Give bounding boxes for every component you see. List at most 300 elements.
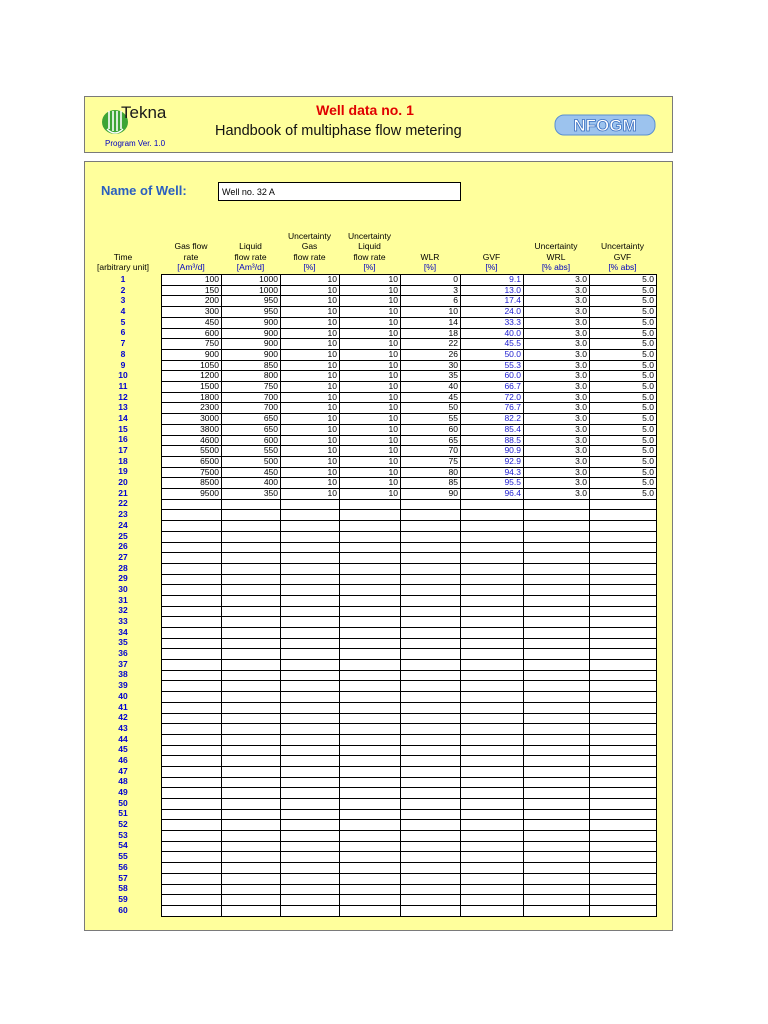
table-cell[interactable] <box>461 831 524 842</box>
table-cell[interactable]: 76.7 <box>461 403 524 414</box>
table-cell[interactable] <box>590 734 657 745</box>
table-cell[interactable] <box>524 777 590 788</box>
table-cell[interactable] <box>524 510 590 521</box>
table-cell[interactable] <box>281 788 340 799</box>
table-cell[interactable] <box>340 692 401 703</box>
table-cell[interactable] <box>340 809 401 820</box>
table-cell[interactable]: 900 <box>222 339 281 350</box>
table-cell[interactable]: 5.0 <box>590 424 657 435</box>
table-cell[interactable]: 3800 <box>162 424 222 435</box>
table-cell[interactable] <box>162 841 222 852</box>
table-cell[interactable]: 10 <box>340 371 401 382</box>
table-cell[interactable]: 13.0 <box>461 285 524 296</box>
table-cell[interactable] <box>340 542 401 553</box>
table-cell[interactable]: 300 <box>162 307 222 318</box>
table-cell[interactable]: 9500 <box>162 489 222 500</box>
table-cell[interactable] <box>401 873 461 884</box>
table-cell[interactable]: 3.0 <box>524 275 590 286</box>
table-cell[interactable] <box>340 702 401 713</box>
table-cell[interactable] <box>162 563 222 574</box>
table-cell[interactable] <box>590 852 657 863</box>
table-cell[interactable] <box>590 670 657 681</box>
table-cell[interactable]: 70 <box>401 446 461 457</box>
table-cell[interactable]: 10 <box>340 360 401 371</box>
table-cell[interactable] <box>162 905 222 916</box>
table-cell[interactable] <box>401 702 461 713</box>
table-cell[interactable] <box>281 606 340 617</box>
table-cell[interactable] <box>461 724 524 735</box>
table-cell[interactable] <box>524 873 590 884</box>
table-cell[interactable]: 900 <box>222 317 281 328</box>
table-cell[interactable]: 3.0 <box>524 456 590 467</box>
table-cell[interactable]: 10 <box>281 307 340 318</box>
table-cell[interactable] <box>524 745 590 756</box>
table-cell[interactable]: 350 <box>222 489 281 500</box>
table-cell[interactable]: 5.0 <box>590 392 657 403</box>
table-cell[interactable]: 3.0 <box>524 446 590 457</box>
table-cell[interactable] <box>281 852 340 863</box>
table-cell[interactable] <box>222 563 281 574</box>
table-cell[interactable]: 150 <box>162 285 222 296</box>
table-cell[interactable] <box>590 499 657 510</box>
table-cell[interactable] <box>590 831 657 842</box>
table-cell[interactable] <box>524 649 590 660</box>
table-cell[interactable] <box>222 841 281 852</box>
table-cell[interactable]: 10 <box>340 285 401 296</box>
table-cell[interactable] <box>590 510 657 521</box>
table-cell[interactable] <box>340 649 401 660</box>
table-cell[interactable] <box>590 681 657 692</box>
table-cell[interactable] <box>162 649 222 660</box>
table-cell[interactable] <box>340 628 401 639</box>
table-cell[interactable] <box>222 670 281 681</box>
table-cell[interactable]: 10 <box>340 339 401 350</box>
table-cell[interactable] <box>222 617 281 628</box>
table-cell[interactable] <box>162 799 222 810</box>
table-cell[interactable] <box>340 521 401 532</box>
table-cell[interactable] <box>281 724 340 735</box>
table-cell[interactable] <box>401 510 461 521</box>
table-cell[interactable] <box>281 638 340 649</box>
table-cell[interactable] <box>281 617 340 628</box>
table-cell[interactable]: 5.0 <box>590 285 657 296</box>
table-cell[interactable]: 1000 <box>222 275 281 286</box>
table-cell[interactable] <box>401 841 461 852</box>
table-cell[interactable]: 1050 <box>162 360 222 371</box>
table-cell[interactable] <box>461 756 524 767</box>
table-cell[interactable] <box>281 831 340 842</box>
table-cell[interactable] <box>340 841 401 852</box>
table-cell[interactable] <box>524 542 590 553</box>
table-cell[interactable]: 10 <box>281 339 340 350</box>
table-cell[interactable] <box>281 820 340 831</box>
table-cell[interactable]: 10 <box>281 489 340 500</box>
table-cell[interactable] <box>222 820 281 831</box>
table-cell[interactable]: 5.0 <box>590 414 657 425</box>
table-cell[interactable] <box>524 831 590 842</box>
table-cell[interactable]: 10 <box>340 275 401 286</box>
table-cell[interactable]: 10 <box>281 371 340 382</box>
table-cell[interactable]: 10 <box>340 478 401 489</box>
table-cell[interactable]: 5.0 <box>590 478 657 489</box>
table-cell[interactable] <box>590 788 657 799</box>
table-cell[interactable] <box>162 521 222 532</box>
table-cell[interactable]: 5.0 <box>590 435 657 446</box>
table-cell[interactable] <box>340 660 401 671</box>
table-cell[interactable] <box>281 766 340 777</box>
table-cell[interactable] <box>524 895 590 906</box>
table-cell[interactable] <box>222 831 281 842</box>
table-cell[interactable] <box>281 713 340 724</box>
table-cell[interactable]: 55.3 <box>461 360 524 371</box>
table-cell[interactable]: 10 <box>401 307 461 318</box>
table-cell[interactable] <box>340 553 401 564</box>
table-cell[interactable]: 45 <box>401 392 461 403</box>
table-cell[interactable] <box>461 531 524 542</box>
table-cell[interactable] <box>461 799 524 810</box>
table-cell[interactable]: 1200 <box>162 371 222 382</box>
table-cell[interactable] <box>524 574 590 585</box>
table-cell[interactable]: 22 <box>401 339 461 350</box>
table-cell[interactable] <box>162 831 222 842</box>
table-cell[interactable] <box>524 606 590 617</box>
table-cell[interactable] <box>281 521 340 532</box>
table-cell[interactable] <box>524 595 590 606</box>
table-cell[interactable] <box>461 766 524 777</box>
table-cell[interactable] <box>590 692 657 703</box>
table-cell[interactable]: 10 <box>281 360 340 371</box>
well-name-input[interactable]: Well no. 32 A <box>218 182 461 201</box>
table-cell[interactable]: 10 <box>281 424 340 435</box>
table-cell[interactable]: 3.0 <box>524 307 590 318</box>
table-cell[interactable]: 3.0 <box>524 467 590 478</box>
table-cell[interactable]: 10 <box>340 317 401 328</box>
table-cell[interactable] <box>401 660 461 671</box>
table-cell[interactable]: 3.0 <box>524 478 590 489</box>
table-cell[interactable]: 55 <box>401 414 461 425</box>
table-cell[interactable] <box>281 702 340 713</box>
table-cell[interactable] <box>524 799 590 810</box>
table-cell[interactable]: 950 <box>222 296 281 307</box>
table-cell[interactable]: 10 <box>281 403 340 414</box>
table-cell[interactable]: 750 <box>222 382 281 393</box>
table-cell[interactable]: 10 <box>340 392 401 403</box>
table-cell[interactable] <box>162 595 222 606</box>
table-cell[interactable]: 3.0 <box>524 424 590 435</box>
table-cell[interactable] <box>222 499 281 510</box>
table-cell[interactable] <box>162 681 222 692</box>
table-cell[interactable]: 5.0 <box>590 446 657 457</box>
table-cell[interactable]: 950 <box>222 307 281 318</box>
table-cell[interactable] <box>222 895 281 906</box>
table-cell[interactable] <box>222 649 281 660</box>
table-cell[interactable]: 5.0 <box>590 339 657 350</box>
table-cell[interactable]: 72.0 <box>461 392 524 403</box>
table-cell[interactable] <box>590 777 657 788</box>
table-cell[interactable]: 550 <box>222 446 281 457</box>
table-cell[interactable] <box>524 617 590 628</box>
table-cell[interactable]: 88.5 <box>461 435 524 446</box>
table-cell[interactable] <box>340 724 401 735</box>
table-cell[interactable] <box>401 724 461 735</box>
table-cell[interactable] <box>222 873 281 884</box>
table-cell[interactable] <box>401 799 461 810</box>
table-cell[interactable] <box>401 852 461 863</box>
table-cell[interactable] <box>340 681 401 692</box>
table-cell[interactable]: 6500 <box>162 456 222 467</box>
table-cell[interactable]: 96.4 <box>461 489 524 500</box>
table-cell[interactable]: 700 <box>222 392 281 403</box>
table-cell[interactable]: 10 <box>281 296 340 307</box>
table-cell[interactable] <box>222 553 281 564</box>
table-cell[interactable] <box>524 734 590 745</box>
table-cell[interactable] <box>222 606 281 617</box>
table-cell[interactable]: 5.0 <box>590 382 657 393</box>
table-cell[interactable] <box>590 521 657 532</box>
table-cell[interactable] <box>281 542 340 553</box>
table-cell[interactable]: 450 <box>162 317 222 328</box>
table-cell[interactable] <box>340 895 401 906</box>
table-cell[interactable]: 65 <box>401 435 461 446</box>
table-cell[interactable] <box>281 628 340 639</box>
table-cell[interactable]: 100 <box>162 275 222 286</box>
table-cell[interactable] <box>590 585 657 596</box>
table-cell[interactable] <box>162 809 222 820</box>
table-cell[interactable] <box>590 905 657 916</box>
table-cell[interactable] <box>340 670 401 681</box>
table-cell[interactable]: 3.0 <box>524 382 590 393</box>
table-cell[interactable]: 1000 <box>222 285 281 296</box>
table-cell[interactable]: 650 <box>222 424 281 435</box>
table-cell[interactable]: 750 <box>162 339 222 350</box>
table-cell[interactable] <box>461 777 524 788</box>
table-cell[interactable]: 3 <box>401 285 461 296</box>
table-cell[interactable] <box>222 660 281 671</box>
table-cell[interactable] <box>222 628 281 639</box>
table-cell[interactable] <box>162 660 222 671</box>
table-cell[interactable]: 10 <box>340 489 401 500</box>
table-cell[interactable] <box>524 563 590 574</box>
table-cell[interactable] <box>524 499 590 510</box>
table-cell[interactable] <box>524 713 590 724</box>
table-cell[interactable] <box>524 585 590 596</box>
table-cell[interactable]: 3.0 <box>524 285 590 296</box>
table-cell[interactable]: 3.0 <box>524 435 590 446</box>
table-cell[interactable]: 90.9 <box>461 446 524 457</box>
table-cell[interactable] <box>461 499 524 510</box>
table-cell[interactable]: 400 <box>222 478 281 489</box>
table-cell[interactable]: 5.0 <box>590 275 657 286</box>
table-cell[interactable] <box>524 852 590 863</box>
table-cell[interactable]: 600 <box>222 435 281 446</box>
table-cell[interactable]: 10 <box>340 446 401 457</box>
table-cell[interactable] <box>590 553 657 564</box>
table-cell[interactable] <box>524 553 590 564</box>
table-cell[interactable]: 10 <box>281 382 340 393</box>
table-cell[interactable] <box>524 820 590 831</box>
table-cell[interactable]: 3000 <box>162 414 222 425</box>
table-cell[interactable] <box>524 841 590 852</box>
table-cell[interactable] <box>162 884 222 895</box>
table-cell[interactable]: 5.0 <box>590 296 657 307</box>
table-cell[interactable]: 2300 <box>162 403 222 414</box>
table-cell[interactable]: 60 <box>401 424 461 435</box>
table-cell[interactable] <box>340 766 401 777</box>
table-cell[interactable] <box>590 884 657 895</box>
table-cell[interactable]: 3.0 <box>524 296 590 307</box>
table-cell[interactable]: 9.1 <box>461 275 524 286</box>
table-cell[interactable] <box>590 649 657 660</box>
table-cell[interactable] <box>401 692 461 703</box>
table-cell[interactable] <box>222 531 281 542</box>
table-cell[interactable] <box>401 585 461 596</box>
table-cell[interactable] <box>340 788 401 799</box>
table-cell[interactable] <box>461 553 524 564</box>
table-cell[interactable]: 14 <box>401 317 461 328</box>
table-cell[interactable] <box>524 905 590 916</box>
table-cell[interactable]: 3.0 <box>524 328 590 339</box>
table-cell[interactable] <box>590 531 657 542</box>
table-cell[interactable]: 60.0 <box>461 371 524 382</box>
table-cell[interactable] <box>340 905 401 916</box>
table-cell[interactable] <box>590 563 657 574</box>
table-cell[interactable] <box>524 521 590 532</box>
table-cell[interactable] <box>162 617 222 628</box>
table-cell[interactable]: 600 <box>162 328 222 339</box>
table-cell[interactable] <box>590 820 657 831</box>
table-cell[interactable] <box>401 595 461 606</box>
table-cell[interactable]: 80 <box>401 467 461 478</box>
table-cell[interactable] <box>401 574 461 585</box>
table-cell[interactable] <box>162 820 222 831</box>
table-cell[interactable]: 10 <box>281 285 340 296</box>
table-cell[interactable]: 40 <box>401 382 461 393</box>
table-cell[interactable] <box>281 841 340 852</box>
table-cell[interactable] <box>162 542 222 553</box>
table-cell[interactable] <box>340 734 401 745</box>
table-cell[interactable]: 10 <box>281 328 340 339</box>
table-cell[interactable] <box>162 745 222 756</box>
table-cell[interactable] <box>590 660 657 671</box>
table-cell[interactable]: 92.9 <box>461 456 524 467</box>
table-cell[interactable] <box>162 788 222 799</box>
table-cell[interactable] <box>222 510 281 521</box>
table-cell[interactable] <box>461 595 524 606</box>
table-cell[interactable] <box>222 905 281 916</box>
table-cell[interactable] <box>222 788 281 799</box>
table-cell[interactable] <box>281 531 340 542</box>
table-cell[interactable] <box>340 873 401 884</box>
table-cell[interactable]: 3.0 <box>524 489 590 500</box>
table-cell[interactable] <box>401 713 461 724</box>
table-cell[interactable] <box>524 702 590 713</box>
table-cell[interactable] <box>461 863 524 874</box>
table-cell[interactable] <box>524 724 590 735</box>
table-cell[interactable] <box>590 745 657 756</box>
table-cell[interactable] <box>281 809 340 820</box>
table-cell[interactable]: 10 <box>281 317 340 328</box>
table-cell[interactable]: 900 <box>222 328 281 339</box>
table-cell[interactable] <box>281 585 340 596</box>
table-cell[interactable] <box>401 777 461 788</box>
table-cell[interactable] <box>590 756 657 767</box>
table-cell[interactable] <box>340 510 401 521</box>
table-cell[interactable] <box>222 681 281 692</box>
table-cell[interactable] <box>401 606 461 617</box>
table-cell[interactable] <box>162 606 222 617</box>
table-cell[interactable]: 10 <box>281 478 340 489</box>
table-cell[interactable]: 75 <box>401 456 461 467</box>
table-cell[interactable] <box>461 734 524 745</box>
table-cell[interactable]: 900 <box>162 349 222 360</box>
table-cell[interactable] <box>524 681 590 692</box>
table-cell[interactable] <box>340 820 401 831</box>
table-cell[interactable]: 5.0 <box>590 403 657 414</box>
table-cell[interactable] <box>222 724 281 735</box>
table-cell[interactable]: 33.3 <box>461 317 524 328</box>
table-cell[interactable] <box>162 852 222 863</box>
table-cell[interactable] <box>340 799 401 810</box>
table-cell[interactable] <box>524 884 590 895</box>
table-cell[interactable]: 10 <box>340 435 401 446</box>
table-cell[interactable]: 10 <box>340 424 401 435</box>
table-cell[interactable] <box>401 734 461 745</box>
table-cell[interactable] <box>222 799 281 810</box>
table-cell[interactable]: 35 <box>401 371 461 382</box>
table-cell[interactable]: 24.0 <box>461 307 524 318</box>
table-cell[interactable] <box>524 863 590 874</box>
table-cell[interactable]: 26 <box>401 349 461 360</box>
table-cell[interactable]: 3.0 <box>524 392 590 403</box>
table-cell[interactable]: 3.0 <box>524 371 590 382</box>
table-cell[interactable] <box>524 766 590 777</box>
table-cell[interactable] <box>340 531 401 542</box>
table-cell[interactable] <box>222 574 281 585</box>
table-cell[interactable] <box>162 510 222 521</box>
table-cell[interactable] <box>281 777 340 788</box>
table-cell[interactable] <box>524 628 590 639</box>
table-cell[interactable]: 7500 <box>162 467 222 478</box>
table-cell[interactable]: 4600 <box>162 435 222 446</box>
table-cell[interactable] <box>590 595 657 606</box>
table-cell[interactable] <box>222 595 281 606</box>
table-cell[interactable]: 10 <box>281 456 340 467</box>
table-cell[interactable]: 700 <box>222 403 281 414</box>
table-cell[interactable]: 10 <box>281 349 340 360</box>
table-cell[interactable]: 10 <box>281 446 340 457</box>
table-cell[interactable] <box>461 809 524 820</box>
table-cell[interactable]: 94.3 <box>461 467 524 478</box>
table-cell[interactable] <box>461 617 524 628</box>
table-cell[interactable]: 10 <box>281 275 340 286</box>
table-cell[interactable] <box>401 638 461 649</box>
table-cell[interactable] <box>281 595 340 606</box>
table-cell[interactable] <box>222 809 281 820</box>
table-cell[interactable] <box>524 788 590 799</box>
table-cell[interactable] <box>340 499 401 510</box>
table-cell[interactable]: 1800 <box>162 392 222 403</box>
table-cell[interactable] <box>222 521 281 532</box>
table-cell[interactable] <box>222 745 281 756</box>
table-cell[interactable]: 10 <box>281 392 340 403</box>
table-cell[interactable] <box>401 499 461 510</box>
table-cell[interactable] <box>461 692 524 703</box>
table-cell[interactable]: 10 <box>281 435 340 446</box>
table-cell[interactable] <box>162 756 222 767</box>
table-cell[interactable] <box>281 745 340 756</box>
table-cell[interactable] <box>461 510 524 521</box>
table-cell[interactable] <box>461 788 524 799</box>
